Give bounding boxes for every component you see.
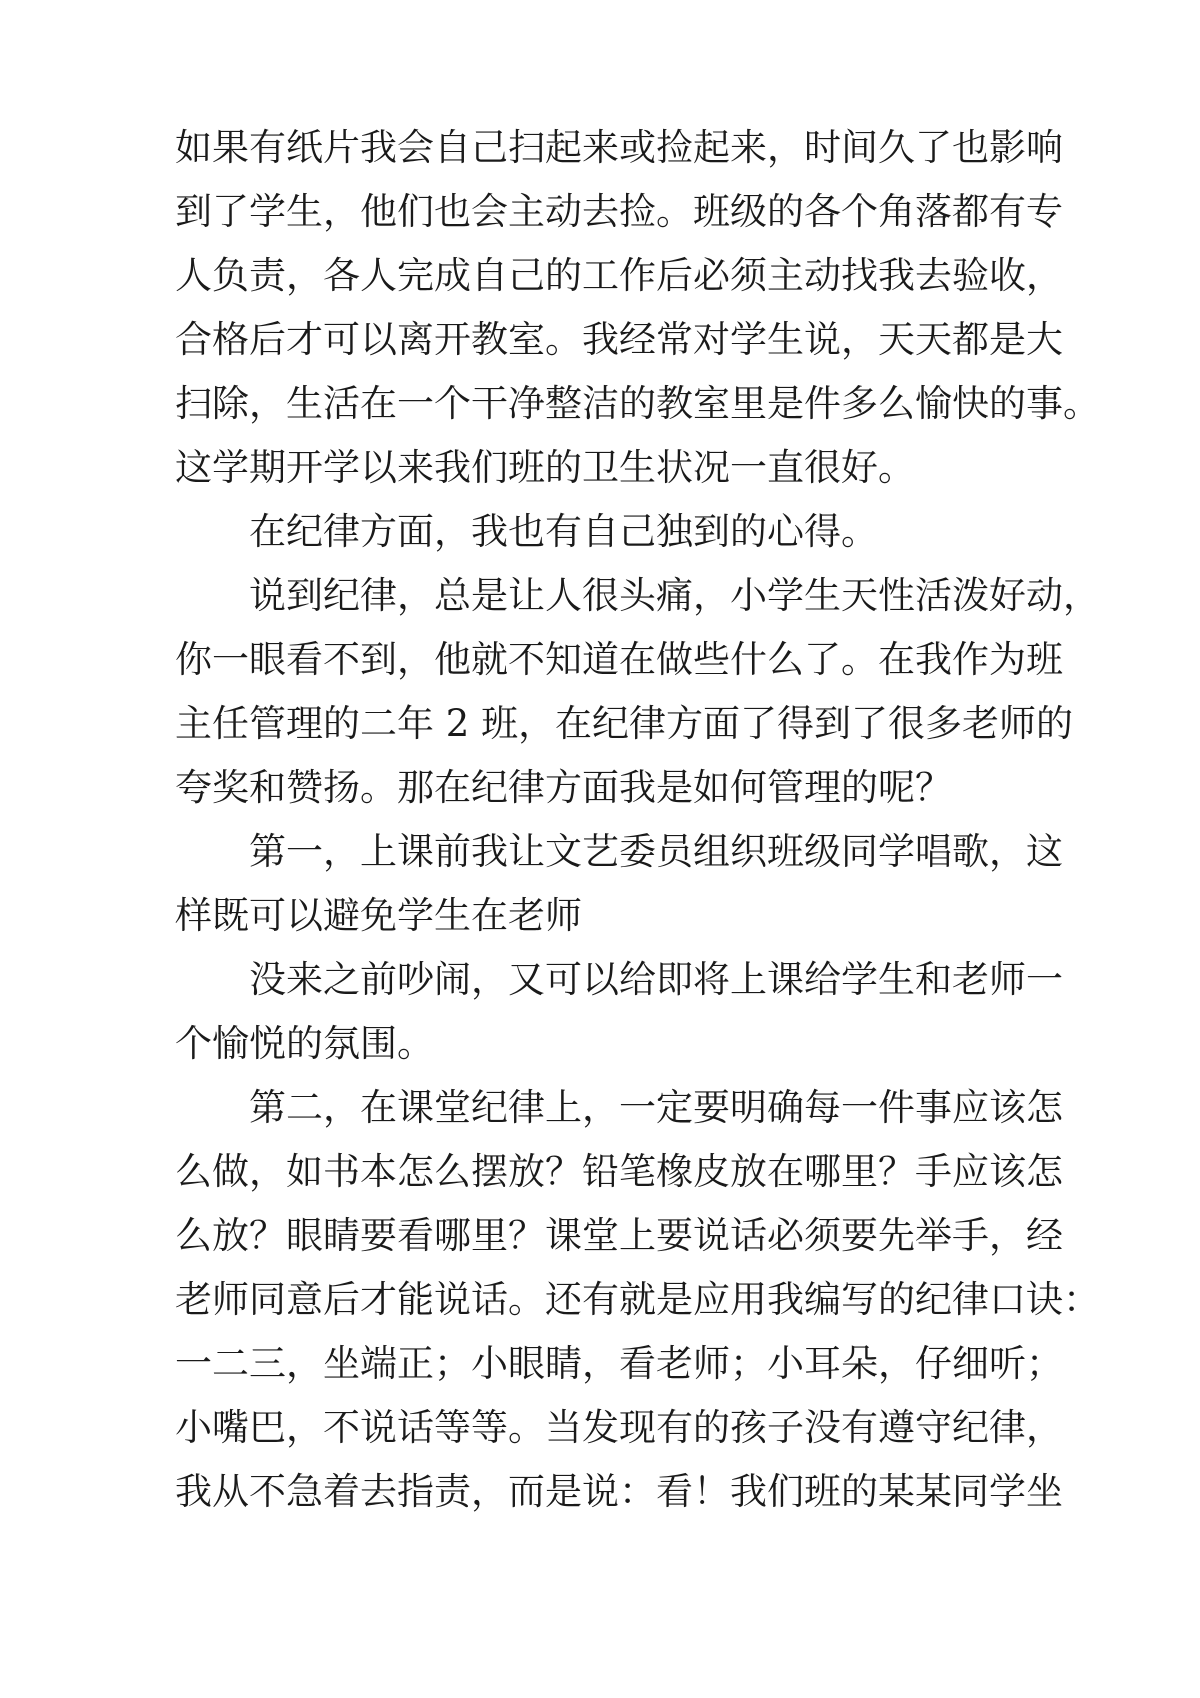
text-line: 夸奖和赞扬。那在纪律方面我是如何管理的呢？ — [175, 766, 952, 809]
text-line: 这学期开学以来我们班的卫生状况一直很好。 — [175, 446, 915, 489]
text-line: 人负责，各人完成自己的工作后必须主动找我去验收， — [175, 254, 1063, 297]
paragraph-start-line: 在纪律方面，我也有自己独到的心得。 — [249, 510, 878, 553]
text-line: 小嘴巴，不说话等等。当发现有的孩子没有遵守纪律， — [175, 1406, 1063, 1449]
text-line: 如果有纸片我会自己扫起来或捡起来，时间久了也影响 — [175, 126, 1063, 169]
document-body — [175, 116, 1100, 1524]
text-line: 到了学生，他们也会主动去捡。班级的各个角落都有专 — [175, 190, 1063, 233]
text-line: 主任管理的二年 2 班，在纪律方面了得到了很多老师的 — [175, 702, 1074, 745]
paragraph-start-line: 没来之前吵闹，又可以给即将上课给学生和老师一 — [249, 958, 1063, 1001]
text-line: 么放？眼睛要看哪里？课堂上要说话必须要先举手，经 — [175, 1214, 1063, 1257]
text-line: 老师同意后才能说话。还有就是应用我编写的纪律口诀： — [175, 1278, 1100, 1321]
text-line: 么做，如书本怎么摆放？铅笔橡皮放在哪里？手应该怎 — [175, 1150, 1063, 1193]
text-line: 个愉悦的氛围。 — [175, 1022, 434, 1065]
text-line: 你一眼看不到，他就不知道在做些什么了。在我作为班 — [175, 638, 1063, 681]
paragraph-start-line: 说到纪律，总是让人很头痛，小学生天性活泼好动， — [249, 574, 1100, 617]
paragraph-start-line: 第一，上课前我让文艺委员组织班级同学唱歌，这 — [249, 830, 1063, 873]
paragraph-start-line: 第二，在课堂纪律上，一定要明确每一件事应该怎 — [249, 1086, 1063, 1129]
text-line: 合格后才可以离开教室。我经常对学生说，天天都是大 — [175, 318, 1063, 361]
text-line: 样既可以避免学生在老师 — [175, 894, 582, 937]
text-line: 一二三，坐端正；小眼睛，看老师；小耳朵，仔细听； — [175, 1342, 1063, 1385]
text-line: 我从不急着去指责，而是说：看！我们班的某某同学坐 — [175, 1470, 1063, 1513]
text-line: 扫除，生活在一个干净整洁的教室里是件多么愉快的事。 — [175, 382, 1100, 425]
